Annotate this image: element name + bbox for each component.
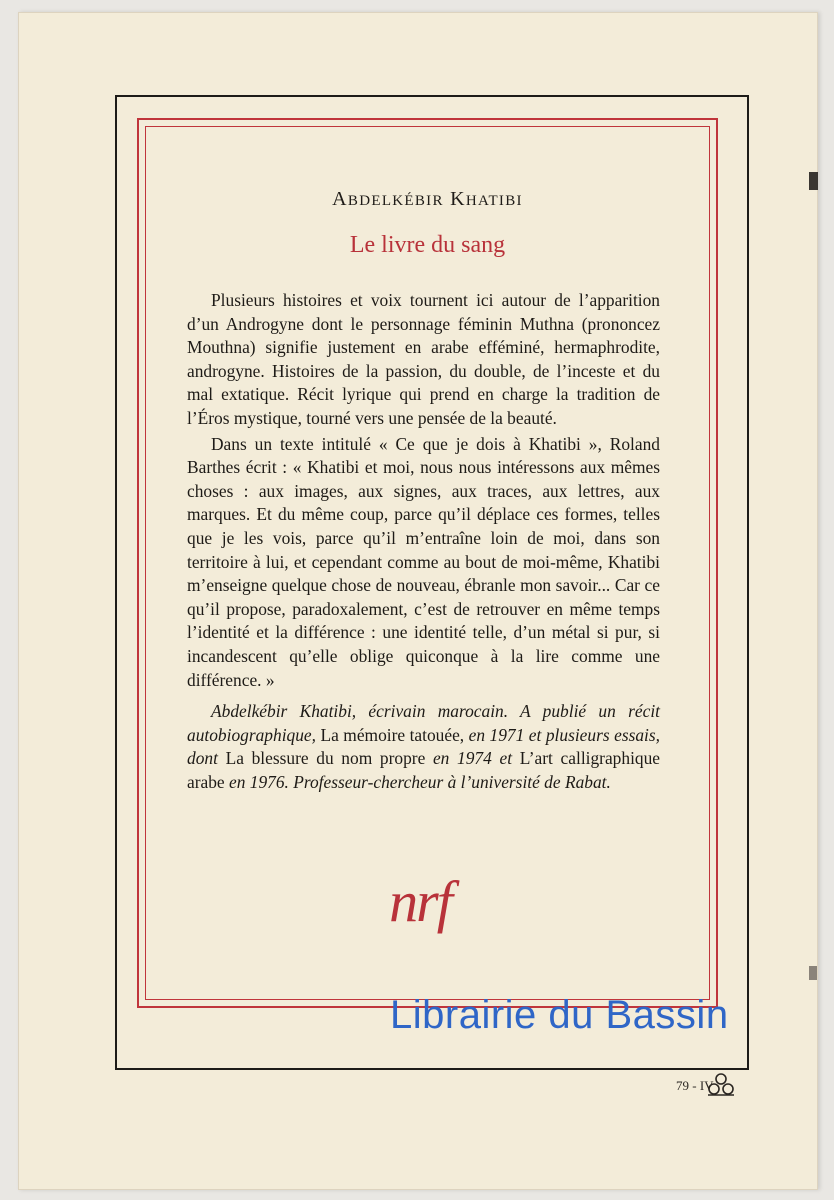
bio-text-2: en 1971 et plusieurs essais, dont [187, 724, 661, 769]
author-initial-last: K [450, 188, 466, 210]
author-bio [187, 700, 660, 794]
author-first-name: BDELKÉBIR [347, 193, 444, 209]
bio-text-4: en 1976. Professeur-chercheur à l’université de Rabat. [224, 771, 611, 792]
blurb-text [187, 289, 660, 794]
blurb-paragraph-1: Plusieurs histoires et voix tournent ici autour de l’apparition d’un Androgyne dont le personnage féminin Muthna (prononcez Mouthna) signifie justement en arabe efféminé, hermaphrodite, androgyne. Histoires de la passion, du double, de l’inceste et du mal extatique. Récit lyrique qui prend en charge la tradition de l’Éros mystique, tourné vers une pensée de la beauté. [187, 290, 660, 428]
nrf-logo: nrf [389, 869, 451, 934]
catalog-code: 79 - IV [676, 1078, 714, 1093]
bio-text-3: en 1974 et [425, 748, 520, 769]
bio-book-3: L’art calligraphique arabe [187, 748, 661, 792]
author-last-name: HATIBI [465, 193, 523, 209]
book-title: Le livre du sang [349, 232, 506, 258]
spine-edge-mark [809, 172, 818, 190]
blurb-paragraph-2: Dans un texte intitulé « Ce que je dois à Khatibi », Roland Barthes écrit : « Khatibi et moi, nous nous intéressons aux mêmes choses : aux images, aux signes, aux traces, aux lettres, aux marques. Et du même coup, parce qu’il déplace ces formes, telles que je les vois, parce qu’il m’entraîne loin de moi, dans son territoire à lui, et cependant comme au bout de moi-même, Khatibi m’enseigne quelque chose de nouveau, ébranle mon savoir... Car ce qu’il propose, paradoxalement, c’est de retrouver en même temps l’identité et la différence : une identité telle, d’un métal si pur, si incandescent qu’elle oblige quiconque à la lire comme une différence. » [187, 433, 660, 690]
bio-text-1: Abdelkébir Khatibi, écrivain marocain. A publié un récit autobiographique, [187, 701, 660, 745]
publisher-emblem-icon [706, 1072, 736, 1098]
author-initial-first: A [332, 188, 348, 210]
bookseller-watermark: Librairie du Bassin [390, 993, 729, 1037]
bio-book-1: La mémoire tatouée, [320, 724, 465, 745]
spine-edge-mark-lower [809, 966, 817, 980]
author-name [145, 188, 710, 211]
bio-book-2: La blessure du nom propre [225, 748, 426, 769]
